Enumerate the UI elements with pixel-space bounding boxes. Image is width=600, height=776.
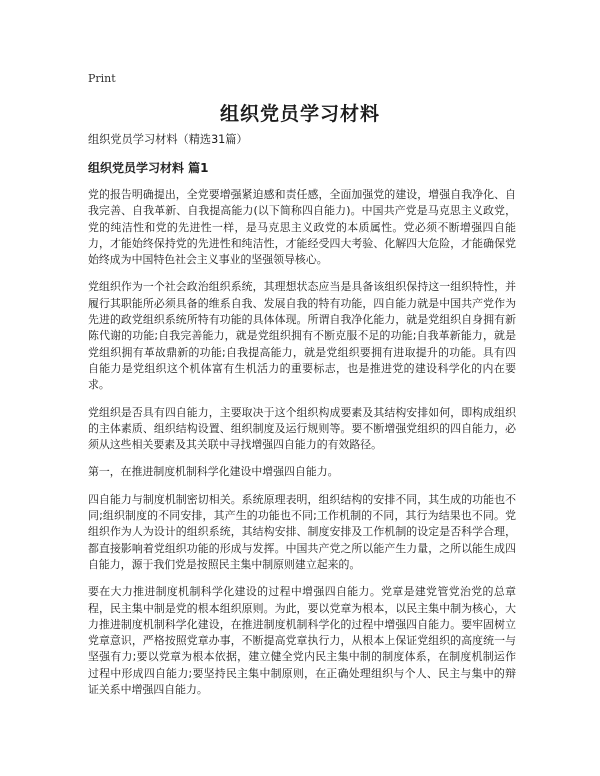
paragraph: 四自能力与制度机制密切相关。系统原理表明，组织结构的安排不同，其生成的功能也不同;组织制度的不同安排，其产生的功能也不同;工作机制的不同，其行为结果也不同。党组织作为人为设计的组织系统，其结构安排、制度安排及工作机制的设定是否科学合理，都直接影响着党组织功能的形成与发挥。中国共产党之所以能产生力量，之所以能生成四自能力，源于我们党是按照民主集中制原则建立起来的。 (88, 492, 516, 571)
paragraph: 党的报告明确提出，全党要增强紧迫感和责任感，全面加强党的建设，增强自我净化、自我完善、自我革新、自我提高能力(以下简称四自能力)。中国共产党是马克思主义政党，党的纯洁性和党的先进性一样，是马克思主义政党的本质属性。党必须不断增强四自能力，才能始终保持党的先进性和纯洁性，才能经受四大考验、化解四大危险，才能确保党始终成为中国特色社会主义事业的坚强领导核心。 (88, 188, 516, 267)
page-title: 组织党员学习材料 (219, 103, 380, 125)
article-body (88, 133, 516, 709)
paragraph: 第一，在推进制度机制科学化建设中增强四自能力。 (88, 465, 339, 479)
paragraph: 要在大力推进制度机制科学化建设的过程中增强四自能力。党章是建党管党治党的总章程，民主集中制是党的根本组织原则。为此，要以党章为根本，以民主集中制为核心，大力推进制度机制科学化建设，在推进制度机制科学化的过程中增强四自能力。要牢固树立党章意识，严格按照党章办事，不断提高党章执行力，从根本上保证党组织的高度统一与坚强有力;要以党章为根本依据，建立健全党内民主集中制的制度体系，在制度机制运作过程中形成四自能力;要坚持民主集中制原则，在正确处理组织与个人、民主与集中的辩证关系中增强四自能力。 (88, 585, 516, 697)
section-heading: 组织党员学习材料 篇1 (88, 161, 209, 175)
paragraph: 党组织是否具有四自能力，主要取决于这个组织构成要素及其结构安排如何，即构成组织的主体素质、组织结构设置、组织制度及运行规则等。要不断增强党组织的四自能力，必须从这些相关要素及其关联中寻找增强四自能力的有效路径。 (88, 405, 516, 452)
article-subtitle: 组织党员学习材料（精选31篇） (88, 133, 248, 146)
print-link[interactable]: Print (88, 72, 116, 85)
paragraph: 党组织作为一个社会政治组织系统，其理想状态应当是具备该组织保持这一组织特性，并履行其职能所必须具备的维系自我、发展自我的特有功能，四自能力就是中国共产党作为先进的政党组织系统所特有功能的具体体现。所谓自我净化能力，就是党组织自身拥有新陈代谢的功能;自我完善能力，就是党组织拥有不断克服不足的功能;自我革新能力，就是党组织拥有革故鼎新的功能;自我提高能力，就是党组织要拥有进取提升的功能。具有四自能力是党组织这个机体富有生机活力的重要标志，也是推进党的建设科学化的内在要求。 (88, 280, 516, 392)
